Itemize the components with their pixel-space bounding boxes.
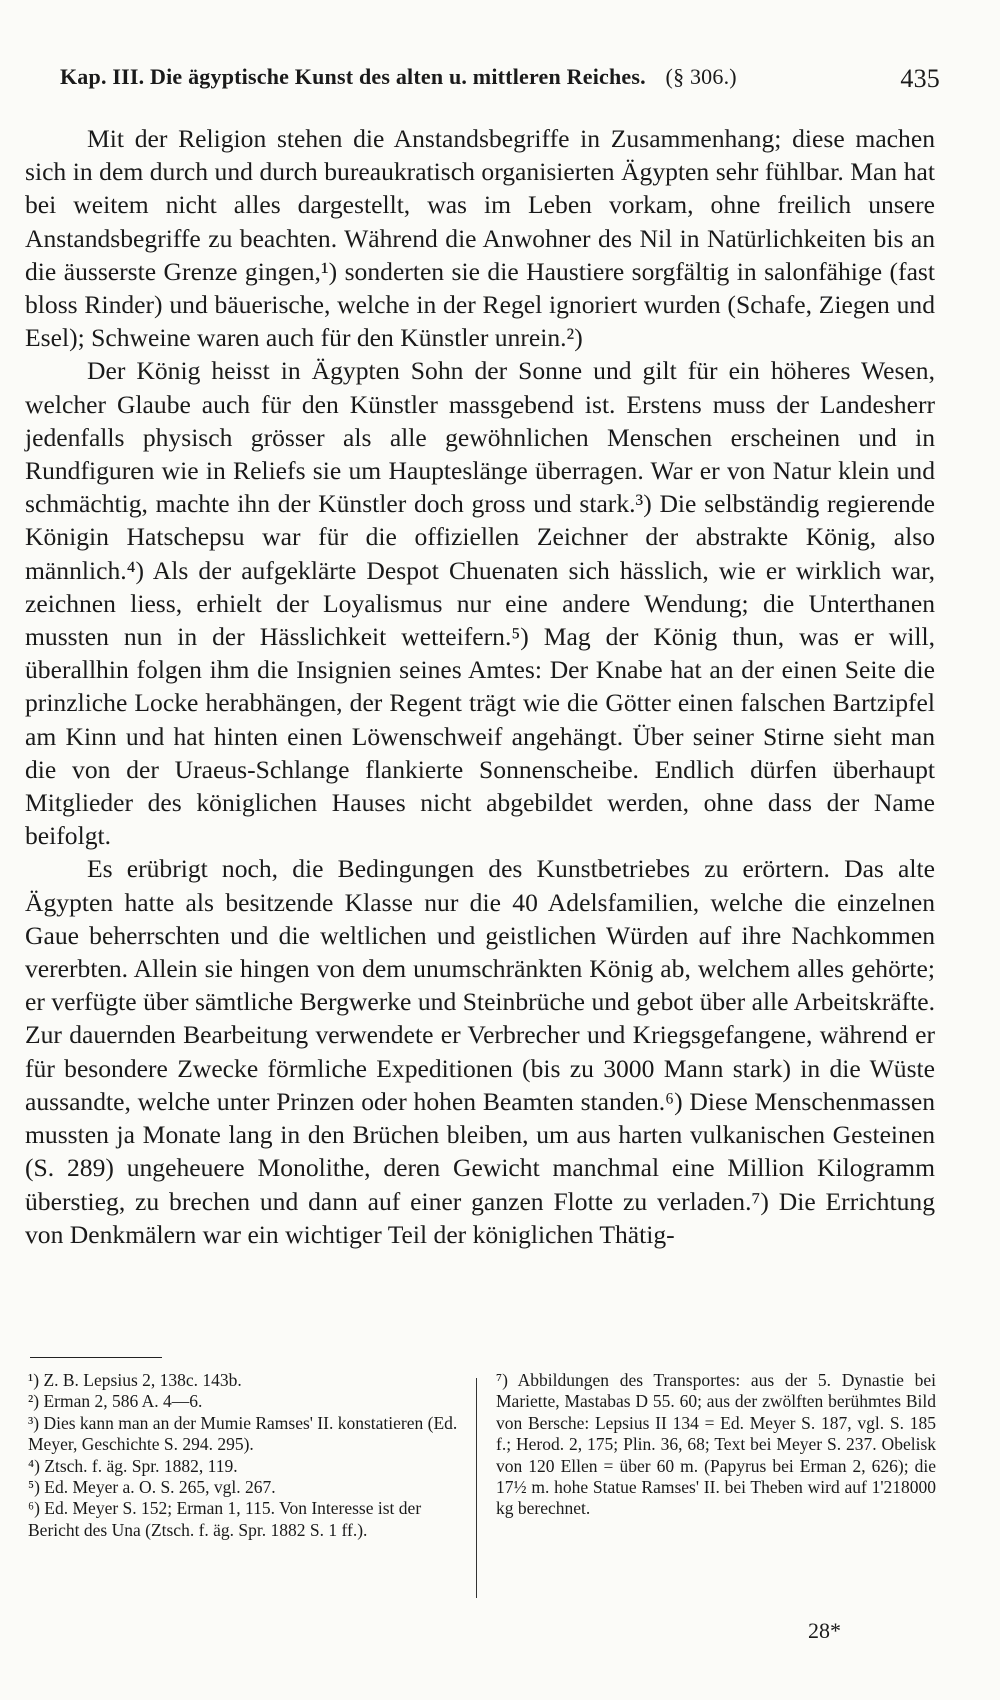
chapter-title: Kap. III. Die ägyptische Kunst des alten u. mittleren Reiches. — [60, 64, 646, 89]
signature-mark: 28* — [808, 1618, 841, 1643]
section-number: (§ 306.) — [665, 64, 737, 89]
footnote: ²) Erman 2, 586 A. 4—6. — [28, 1391, 203, 1412]
footnote: ³) Dies kann man an der Mumie Ramses' II. konstatieren (Ed. Meyer, Geschichte S. 294. 295). — [28, 1412, 458, 1455]
page-number: 435 — [900, 64, 940, 93]
footnote: ¹) Z. B. Lepsius 2, 138c. 143b. — [28, 1370, 242, 1390]
column-divider — [476, 1378, 477, 1598]
paragraph: Mit der Religion stehen die Anstandsbegriffe in Zusammenhang; diese machen sich in dem durch und durch bureaukratisch organisierten Ägypten sehr fühlbar. Man hat bei weitem nicht alles dargestellt, was im Leben vorkam, ohne freilich unsere Anstandsbegriffe zu beachten. Während die Anwohner des Nil in Natürlichkeiten bis an die äusserste Grenze gingen,¹) sonderten sie die Haustiere sorgfältig in salonfähige (fast bloss Rinder) und bäuerische, welche in der Regel ignoriert wurden (Schafe, Ziegen und Esel); Schweine waren auch für den Künstler unrein.²) — [25, 124, 935, 353]
footnote-separator — [30, 1357, 162, 1358]
paragraph: Es erübrigt noch, die Bedingungen des Kunstbetriebes zu erörtern. Das alte Ägypten hatte als besitzende Klasse nur die 40 Adelsfamilien, welche die einzelnen Gaue beherrschten und die weltlichen und geistlichen Würden auf ihre Nachkommen vererbten. Allein sie hingen von dem unumschränkten König ab, welchem alles gehörte; er verfügte über sämtliche Bergwerke und Steinbrüche und gebot über alle Arbeitskräfte. Zur dauernden Bearbeitung verwendete er Verbrecher und Kriegsgefangene, während er für besondere Zwecke förmliche Expeditionen (bis zu 3000 Mann stark) in die Wüste aussandte, welche unter Prinzen oder hohen Beamten standen.⁶) Diese Menschenmassen mussten ja Monate lang in den Brüchen bleiben, um aus harten vulkanischen Gesteinen (S. 289) ungeheuere Monolithe, deren Gewicht manchmal eine Million Kilogramm überstieg, zu brechen und dann auf einer ganzen Flotte zu verladen.⁷) Die Errichtung von Denkmälern war ein wichtiger Teil der königlichen Thätig- — [25, 854, 935, 1249]
main-text — [25, 122, 935, 1251]
footnote: ⁵) Ed. Meyer a. O. S. 265, vgl. 267. — [28, 1477, 276, 1498]
running-header — [60, 64, 940, 93]
footnotes-right-column — [496, 1370, 936, 1520]
footnotes-left-column — [28, 1370, 460, 1541]
footnote: ⁶) Ed. Meyer S. 152; Erman 1, 115. Von Interesse ist der Bericht des Una (Ztsch. f. äg. Spr. 1882 S. 1 ff.). — [28, 1498, 422, 1540]
footnote: ⁴) Ztsch. f. äg. Spr. 1882, 119. — [28, 1455, 238, 1476]
footnote: ⁷) Abbildungen des Transportes: aus der 5. Dynastie bei Mariette, Mastabas D 55. 60; aus der zwölften berühmtes Bild von Bersche: Lepsius II 134 = Ed. Meyer S. 187, vgl. S. 185 f.; Herod. 2, 175; Plin. 36, 68; Text bei Meyer S. 237. Obelisk von 120 Ellen = über 60 m. (Papyrus bei Erman 2, 626); die 17½ m. hohe Statue Ramses' II. bei Theben wird auf 1'218000 kg berechnet. — [496, 1370, 936, 1519]
paragraph: Der König heisst in Ägypten Sohn der Sonne und gilt für ein höheres Wesen, welcher Glaube auch für den Künstler massgebend ist. Erstens muss der Landesherr jedenfalls physisch grösser als alle gewöhnlichen Menschen erscheinen und in Rundfiguren wie in Reliefs sie um Haupteslänge überragen. War er von Natur klein und schmächtig, machte ihn der Künstler doch gross und stark.³) Die selbständig regierende Königin Hatschepsu war für die offiziellen Zeichner der abstrakte König, also männlich.⁴) Als der aufgeklärte Despot Chuenaten sich hässlich, wie er wirklich war, zeichnen liess, erhielt der Loyalismus nur eine andere Wendung; die Unterthanen mussten nun in der Hässlichkeit wetteifern.⁵) Mag der König thun, was er will, überallhin folgen ihm die Insignien seines Amtes: Der Knabe hat an der einen Seite die prinzliche Locke herabhängen, der Regent trägt wie die Götter einen falschen Bartzipfel am Kinn und hat hinten einen Löwenschweif angehängt. Über seiner Stirne sieht man die von der Uraeus-Schlange flankierte Sonnenscheibe. Endlich dürfen überhaupt Mitglieder des königlichen Hauses nicht abgebildet werden, ohne dass der Name beifolgt. — [25, 356, 935, 851]
